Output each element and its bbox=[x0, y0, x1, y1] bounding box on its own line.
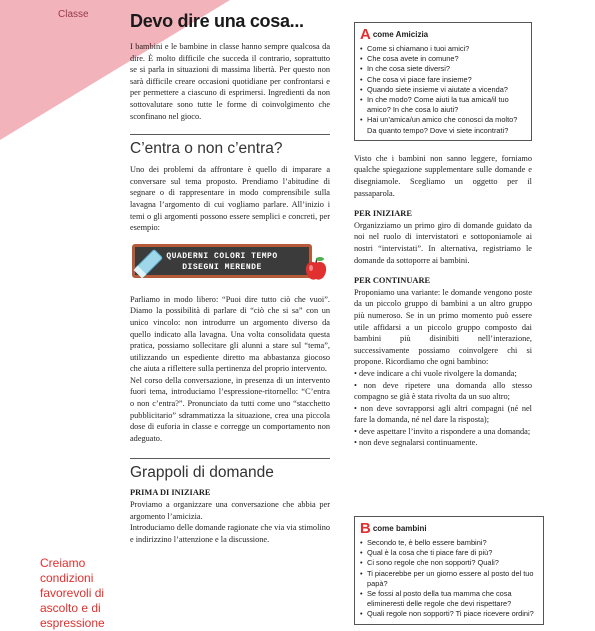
list-item: • Qual è la cosa che ti piace fare di più? bbox=[360, 548, 538, 558]
list-item: • Se fossi al posto della tua mamma che cosa elimineresti delle regole che devi rispettare? bbox=[360, 589, 538, 609]
list-item: • Quando siete insieme vi aiutate a vicenda? bbox=[360, 85, 526, 95]
column-left bbox=[130, 8, 330, 545]
list-item: • Secondo te, è bello essere bambini? bbox=[360, 538, 538, 548]
blackboard-line: QUADERNI COLORI TEMPO bbox=[166, 251, 278, 261]
box-title: come Amicizia bbox=[372, 30, 429, 39]
list-item: • Ti piacerebbe per un giorno essere al posto del tuo papà? bbox=[360, 569, 538, 589]
rule-item: • non deve sovrapporsi agli altri compagni (né nel fare la domanda, né nel dare la risposta); bbox=[354, 403, 532, 425]
rule-item: • non deve segnalarsi continuamente. bbox=[354, 438, 478, 448]
subheading: PER CONTINUARE bbox=[354, 276, 431, 286]
blackboard-line: DISEGNI MERENDE bbox=[182, 262, 262, 272]
section-paragraph: Proviamo a organizzare una conversazione che abbia per argomento l’amicizia. bbox=[130, 500, 330, 521]
box-header bbox=[360, 27, 526, 42]
list-item: • Come si chiamano i tuoi amici? bbox=[360, 44, 526, 54]
rule-item: • deve aspettare l’invito a rispondere a una domanda; bbox=[354, 426, 531, 436]
section-paragraph: Introduciamo delle domande ragionate che via via stimolino e indirizzino l’attenzione e la discussione. bbox=[130, 523, 330, 544]
section-paragraph: Uno dei problemi da affrontare è quello di imparare a conversare sul tema proposto. Prendiamo l’abitudine di segnare o di rappresentare in modo comprensibile sulla lavagna l’argomento di cui vogliamo parlare. All’inizio i temi o gli argomenti possono essere semplici e concreti, per esempio: bbox=[130, 165, 330, 233]
section-paragraph: Organizziamo un primo giro di domande guidato da noi nel ruolo di intervistatori e sottoponiamole ai nostri “intervistati”. In alternativa, registriamo le domande da sottoporre ai bambini. bbox=[354, 220, 532, 265]
page-title: Devo dire una cosa... bbox=[130, 11, 304, 31]
box-header bbox=[360, 521, 538, 536]
list-item: • Ci sono regole che non sopporti? Quali? bbox=[360, 558, 538, 568]
blackboard-illustration bbox=[130, 242, 330, 288]
section-paragraph: Proponiamo una variante: le domande vengono poste da un piccolo gruppo di bambini a un altro gruppo più numeroso. Se in un primo momento può essere utile affidarsi a un piccolo gruppo composto dai bambini più disinibiti nell’interazione, successivamente possiamo coinvolgere chi si propone. Ricordiamo che ogni bambino: bbox=[354, 287, 532, 367]
list-item: • Che cosa vi piace fare insieme? bbox=[360, 75, 526, 85]
box-bambini bbox=[354, 516, 544, 625]
subheading: PRIMA DI INIZIARE bbox=[130, 488, 211, 498]
section-paragraph: Parliamo in modo libero: “Puoi dire tutto ciò che vuoi”. Diamo la possibilità di parlare di “ciò che si sa” con un unico vincolo: non introdurre un argomento diverso da quello indicato alla lavagna. Una volta consolidata questa pratica, possiamo sollecitare gli alunni a stare sul “tema”, utilizzando un espediente diretto ma abbastanza giocoso che aiuta a riflettere sulla pertinenza del proprio intervento. bbox=[130, 294, 330, 374]
header-label: Classe bbox=[58, 9, 89, 20]
box-letter: B bbox=[360, 520, 371, 537]
list-item: • In che modo? Come aiuti la tua amica/il tuo amico? In che cosa lo aiuti? bbox=[360, 95, 526, 115]
question-list bbox=[360, 538, 538, 620]
intro-paragraph: I bambini e le bambine in classe hanno sempre qualcosa da dire. È molto difficile che succeda il contrario, soprattutto se si parla in situazioni di massima libertà. Per questo non sarà difficile creare occasioni quotidiane per confrontarsi e per permettere a ciascuno di esprimersi. Ingredienti da non sottovalutare sono tutte le forme di coinvolgimento che sconfinano nel gioco. bbox=[130, 42, 330, 121]
side-note: Creiamo condizioni favorevoli di ascolto e di espressione bbox=[40, 556, 105, 630]
section-heading: C’entra o non c’entra? bbox=[130, 134, 330, 159]
list-item: • Hai un’amica/un amico che conosci da molto? Da quanto tempo? Dove vi siete incontrati? bbox=[360, 115, 526, 135]
box-title: come bambini bbox=[372, 524, 427, 533]
question-list bbox=[360, 44, 526, 136]
chalk-icon bbox=[130, 248, 164, 282]
list-item: • Che cosa avete in comune? bbox=[360, 54, 526, 64]
apple-icon bbox=[304, 256, 328, 282]
box-letter: A bbox=[360, 26, 371, 43]
section-paragraph: Nel corso della conversazione, in presenza di un intervento fuori tema, introduciamo l’espressione-ritornello: “C’entra o non c’entra?”. Pronunciato da tutti come uno “stacchetto pubblicitario” sdrammatizza la situazione, crea una piccola dose di euforia in classe e corregge un comportamento non adeguato. bbox=[130, 375, 330, 443]
column-right bbox=[354, 22, 532, 449]
section-heading: Grappoli di domande bbox=[130, 458, 330, 483]
box-amicizia bbox=[354, 22, 532, 141]
list-item: • In che cosa siete diversi? bbox=[360, 64, 526, 74]
rule-item: • non deve ripetere una domanda allo stesso compagno se già è stata rivolta da un suo altro; bbox=[354, 380, 532, 402]
section-paragraph: Visto che i bambini non sanno leggere, forniamo qualche spiegazione supplementare sulle domande e disegniamole. Scegliamo un oggetto per il passaparola. bbox=[354, 153, 532, 198]
rule-item: • deve indicare a chi vuole rivolgere la domanda; bbox=[354, 368, 517, 378]
subheading: PER INIZIARE bbox=[354, 209, 412, 219]
list-item: • Quali regole non sopporti? Ti piace ricevere ordini? bbox=[360, 609, 538, 619]
